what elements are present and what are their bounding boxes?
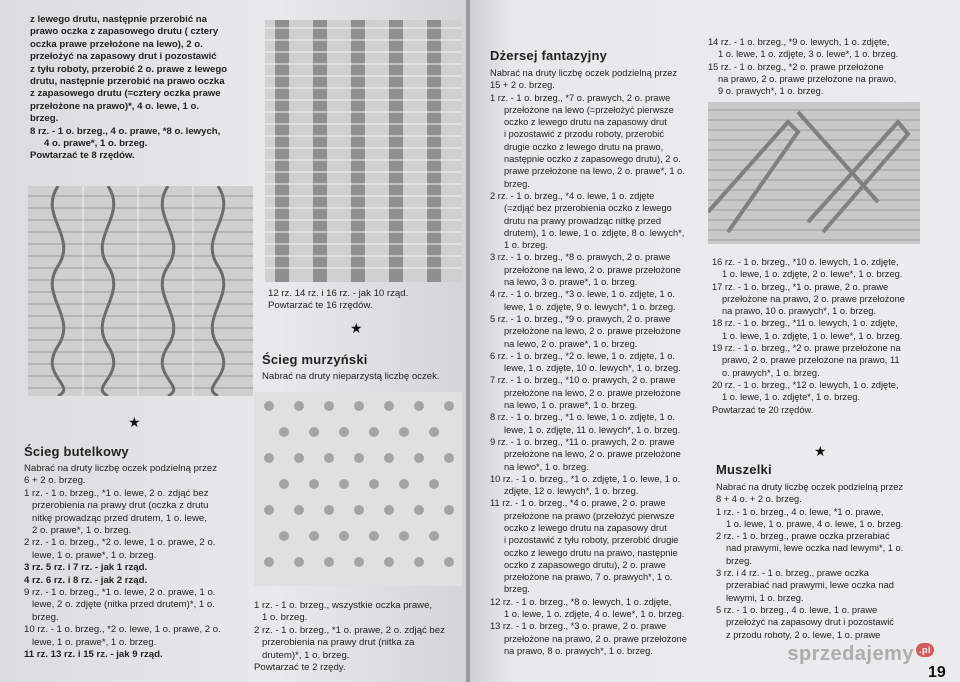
text-line: 18 rz. - 1 o. brzeg., *11 o. lewych, 1 o. zdjęte, bbox=[712, 318, 898, 329]
text-line: przełożone na lewo (=przełożyć pierwsze bbox=[504, 104, 674, 115]
text-line: Nabrać na druty liczbę oczek podzielną przez bbox=[24, 463, 218, 474]
text-line: drutem)*, 1 o. brzeg. bbox=[262, 649, 350, 661]
knit-photo-cables bbox=[28, 186, 253, 396]
text-line: 1 o. lewe, 1 o. prawe, 4 o. lewe, 1 o. brzeg. bbox=[726, 518, 904, 529]
text-line: na lewo*, 1 o. brzeg. bbox=[504, 461, 589, 472]
text-line: na prawo, 8 o. prawych*, 1 o. brzeg. bbox=[504, 645, 653, 656]
text-line: oczka prawe przełożone na lewo), 2 o. bbox=[30, 38, 203, 50]
text-line: oczko z zapasowego drutu), 2 o. prawe bbox=[504, 559, 666, 570]
text-line: 1 rz. - 1 o. brzeg., wszystkie oczka prawe, bbox=[254, 600, 433, 611]
text-line: lewe, 1 o. prawe*, 1 o. brzeg. bbox=[32, 636, 157, 648]
left-top-text bbox=[30, 14, 252, 163]
section-muszelki bbox=[716, 462, 932, 641]
text-line: oczko z lewego drutu na zapasowy drut bbox=[504, 522, 667, 533]
text-line: Powtarzać te 16 rzędów. bbox=[268, 300, 373, 312]
text-line: 13 rz. - 1 o. brzeg., *3 o. prawe, 2 o. prawe bbox=[490, 621, 667, 632]
section-heading: Muszelki bbox=[716, 462, 772, 477]
text-line: na prawo, 2 o. prawe przełożone na prawo, bbox=[718, 73, 897, 84]
left-page bbox=[0, 0, 468, 682]
text-line: lewymi, 1 o. brzeg. bbox=[726, 592, 804, 603]
text-line: 14 rz. - 1 o. brzeg., *9 o. lewych, 1 o. zdjęte, bbox=[708, 37, 890, 47]
text-line: przełożone na prawo, 2 o. prawe przełożone bbox=[504, 633, 687, 644]
text-line: lewe, 1 o. zdjęte, 9 o. lewych*, 1 o. brzeg. bbox=[504, 301, 676, 312]
section-butelkowy bbox=[24, 444, 246, 662]
text-line: z zapasowego drutu (=cztery oczka prawe bbox=[30, 88, 221, 100]
text-line: 15 + 2 o. brzeg. bbox=[490, 80, 555, 91]
text-line: 2 o. prawe*, 1 o. brzeg. bbox=[32, 525, 132, 537]
text-line: 9 rz. - 1 o. brzeg., *1 o. lewe, 2 o. prawe, 1 o. bbox=[24, 587, 216, 599]
text-line: Powtarzać te 20 rzędów. bbox=[712, 404, 814, 415]
text-line: na prawo, 10 o. prawych*, 1 o. brzeg. bbox=[722, 306, 877, 317]
text-line: drutu na prawy prowadząc nitkę przed bbox=[504, 215, 662, 226]
text-line: brzeg. bbox=[32, 611, 59, 623]
text-line: 2 rz. - 1 o. brzeg., *4 o. lewe, 1 o. zdjęte bbox=[490, 190, 655, 201]
text-line: 5 rz. - 1 o. brzeg., *9 o. prawych, 2 o. prawe bbox=[490, 313, 671, 324]
section-murzynski bbox=[262, 352, 462, 383]
text-line: 5 rz. - 1 o. brzeg., 4 o. lewe, 1 o. prawe bbox=[716, 604, 878, 615]
text-line: Nabrać na druty liczbę oczek podzielną przez bbox=[490, 68, 678, 78]
dzersej-rows-16-20 bbox=[712, 256, 926, 416]
text-line: 20 rz. - 1 o. brzeg., *12 o. lewych, 1 o. zdjęte, bbox=[712, 379, 899, 390]
text-line: 4 o. prawe*, 1 o. brzeg. bbox=[44, 138, 148, 150]
knit-photo-dzersej bbox=[708, 102, 920, 244]
text-line: 7 rz. - 1 o. brzeg., *10 o. prawych, 2 o. prawe bbox=[490, 375, 676, 386]
text-line: przełożone na lewo, 2 o. prawe przełożone bbox=[504, 387, 681, 398]
text-line: przerabiać nad prawymi, lewe oczka nad bbox=[726, 580, 894, 591]
right-page bbox=[470, 0, 960, 682]
text-line: prawo oczka z zapasowego drutu ( cztery bbox=[30, 26, 219, 38]
text-line: 8 + 4 o. + 2 o. brzeg. bbox=[716, 494, 802, 505]
text-line: 17 rz. - 1 o. brzeg., *1 o. prawe, 2 o. prawe bbox=[712, 281, 889, 292]
text-line: przerobienia na prawy drut (nitka za bbox=[262, 637, 415, 649]
text-line: 4 rz. 6 rz. i 8 rz. - jak 2 rząd. bbox=[24, 574, 148, 586]
murzynski-rows bbox=[254, 600, 464, 674]
text-line: 1 o. lewe, 1 o. zdjęte, 4 o. lewe*, 1 o. brzeg. bbox=[504, 609, 685, 620]
text-line: 3 rz. i 4 rz. - 1 o. brzeg., prawe oczka bbox=[716, 568, 869, 579]
text-line: na lewo, 1 o. prawe*, 1 o. brzeg. bbox=[504, 400, 638, 411]
ribs-caption bbox=[268, 288, 464, 313]
text-line: przełożone na prawo (przełożyć pierwsze bbox=[504, 510, 675, 521]
text-line: 6 + 2 o. brzeg. bbox=[24, 475, 86, 487]
text-line: 10 rz. - 1 o. brzeg., *2 o. lewe, 1 o. prawe, 2 o. bbox=[24, 624, 221, 636]
text-line: brzeg. bbox=[504, 178, 530, 189]
text-line: 10 rz. - 1 o. brzeg., *1 o. zdjęte, 1 o. lewe, 1 o. bbox=[490, 473, 681, 484]
text-line: 2 rz. - 1 o. brzeg., *1 o. prawe, 2 o. zdjąć bez bbox=[254, 624, 445, 636]
page-number: 19 bbox=[928, 664, 946, 681]
text-line: 1 o. lewe, 1 o. zdjęte, 3 o. lewe*, 1 o. brzeg. bbox=[718, 49, 899, 60]
text-line: brzeg. bbox=[726, 555, 752, 566]
text-line: (=zdjąć bez przerobienia oczko z lewego bbox=[504, 203, 672, 214]
text-line: i pozostawić z tyłu roboty, przerobić drugie bbox=[504, 535, 679, 546]
text-line: zdjęte, 12 o. lewych*, 1 o. brzeg. bbox=[504, 486, 639, 497]
dzersej-rows-14-15 bbox=[708, 36, 928, 97]
text-line: brzeg. bbox=[30, 113, 59, 125]
text-line: przełożone na prawo, 2 o. prawe przełożone bbox=[722, 293, 905, 304]
text-line: oczko z lewego drutu na prawo, następnie bbox=[504, 547, 678, 558]
text-line: 11 rz. - 1 o. brzeg., *4 o. prawe, 2 o. prawe bbox=[490, 498, 666, 509]
text-line: lewe, 2 o. zdjęte (nitka przed drutem)*, 1 o. bbox=[32, 599, 215, 611]
star-divider: ★ bbox=[814, 443, 827, 459]
text-line: przełożyć na zapasowy drut i pozostawić bbox=[726, 617, 894, 628]
text-line: lewe, 1 o. prawe*, 1 o. brzeg. bbox=[32, 549, 157, 561]
text-line: przełożone na lewo, 2 o. prawe przełożone bbox=[504, 264, 681, 275]
star-divider: ★ bbox=[350, 320, 363, 336]
text-line: o. prawych*, 1 o. brzeg. bbox=[722, 367, 820, 378]
text-line: 1 rz. - 1 o. brzeg., *7 o. prawych, 2 o. prawe bbox=[490, 92, 671, 103]
text-line: 11 rz. 13 rz. i 15 rz. - jak 9 rząd. bbox=[24, 649, 163, 661]
text-line: drugie oczko z lewego drutu na prawo, bbox=[504, 141, 664, 152]
text-line: przełożyć na zapasowy drut i pozostawić bbox=[30, 51, 217, 63]
text-line: z przodu roboty, 2 o. lewe, 1 o. prawe bbox=[726, 629, 881, 640]
section-heading: Ścieg murzyński bbox=[262, 352, 368, 367]
text-line: prawo, 2 o. prawe przełożone na prawo, 11 bbox=[722, 355, 900, 366]
knit-photo-ribs bbox=[265, 20, 462, 282]
text-line: lewe, 1 o. zdjęte, 11 o. lewych*, 1 o. brzeg. bbox=[504, 424, 681, 435]
text-line: z lewego drutu, następnie przerobić na bbox=[30, 14, 207, 25]
text-line: Powtarzać te 8 rzędów. bbox=[30, 150, 135, 162]
text-line: następnie oczko z zapasowego drutu), 2 o. bbox=[504, 154, 681, 165]
text-line: z tyłu roboty, przerobić 2 o. prawe z lewego bbox=[30, 63, 228, 75]
text-line: przełożone na lewo, 2 o. prawe przełożone bbox=[504, 449, 681, 460]
text-line: i pozostawić z przodu roboty, przerobić bbox=[504, 129, 665, 140]
section-heading: Dżersej fantazyjny bbox=[490, 48, 608, 63]
text-line: brzeg. bbox=[504, 584, 530, 595]
text-line: Nabrać na druty liczbę oczek podzielną przez bbox=[716, 482, 904, 492]
text-line: 1 o. lewe, 1 o. zdjęte*, 1 o. brzeg. bbox=[722, 392, 860, 403]
text-line: prawe przełożone na lewo, 2 o. prawe*, 1 o. bbox=[504, 166, 685, 177]
text-line: 2 rz. - 1 o. brzeg., *2 o. lewe, 1 o. prawe, 2 o. bbox=[24, 537, 216, 549]
text-line: drutem), 1 o. lewe, 1 o. zdjęte, 8 o. lewych*, bbox=[504, 227, 685, 238]
text-line: przerobienia na prawy drut (oczka z drutu bbox=[32, 500, 209, 512]
text-line: 12 rz. 14 rz. i 16 rz. - jak 10 rząd. bbox=[268, 288, 409, 299]
text-line: 16 rz. - 1 o. brzeg., *10 o. lewych, 1 o. zdjęte, bbox=[712, 257, 899, 267]
text-line: 4 rz. - 1 o. brzeg., *3 o. lewe, 1 o. zdjęte, 1 o. bbox=[490, 289, 676, 300]
text-line: 6 rz. - 1 o. brzeg., *2 o. lewe, 1 o. zdjęte, 1 o. bbox=[490, 350, 676, 361]
knit-photo-murzynski bbox=[254, 392, 462, 586]
text-line: 1 rz. - 1 o. brzeg., 4 o. lewe, *1 o. prawe, bbox=[716, 506, 884, 517]
text-line: 3 rz. - 1 o. brzeg., *8 o. prawych, 2 o. prawe bbox=[490, 252, 671, 263]
text-line: Nabrać na druty nieparzystą liczbę oczek. bbox=[262, 371, 440, 382]
text-line: 9 o. prawych*, 1 o. brzeg. bbox=[718, 86, 824, 97]
text-line: 8 rz. - 1 o. brzeg., 4 o. prawe, *8 o. lewych, bbox=[30, 125, 221, 137]
text-line: 8 rz. - 1 o. brzeg., *1 o. lewe, 1 o. zdjęte, 1 o. bbox=[490, 412, 676, 423]
text-line: oczko z lewego drutu na zapasowy drut bbox=[504, 117, 667, 128]
watermark-badge: .pl bbox=[916, 643, 934, 657]
text-line: 1 o. lewe, 1 o. zdjęte, 2 o. lewe*, 1 o. brzeg. bbox=[722, 269, 903, 280]
text-line: nitkę prowadząc przed drutem, 1 o. lewe, bbox=[32, 512, 207, 524]
watermark-text: sprzedajemy bbox=[787, 643, 914, 665]
section-heading: Ścieg butelkowy bbox=[24, 444, 129, 459]
text-line: 15 rz. - 1 o. brzeg., *2 o. prawe przełożone bbox=[708, 61, 884, 72]
text-line: 1 o. brzeg. bbox=[262, 612, 308, 624]
text-line: nad prawymi, lewe oczka nad lewymi*, 1 o. bbox=[726, 543, 904, 554]
text-line: 2 rz. - 1 o. brzeg., prawe oczka przerabiać bbox=[716, 531, 890, 542]
star-divider: ★ bbox=[128, 414, 141, 430]
text-line: Powtarzać te 2 rzędy. bbox=[254, 662, 346, 674]
text-line: 1 rz. - 1 o. brzeg., *1 o. lewe, 2 o. zdjąć bez bbox=[24, 487, 209, 499]
text-line: na lewo, 3 o. prawe*, 1 o. brzeg. bbox=[504, 277, 638, 288]
text-line: 1 o. lewe, 1 o. zdjęte, 1 o. lewe*, 1 o. brzeg. bbox=[722, 330, 903, 341]
text-line: 3 rz. 5 rz. i 7 rz. - jak 1 rząd. bbox=[24, 562, 148, 574]
text-line: 1 o. brzeg. bbox=[504, 240, 548, 251]
section-dzersej bbox=[490, 48, 708, 657]
text-line: na lewo, 2 o. prawe*, 1 o. brzeg. bbox=[504, 338, 638, 349]
text-line: przełożone na prawo)*, 4 o. lewe, 1 o. bbox=[30, 100, 199, 112]
text-line: 12 rz. - 1 o. brzeg., *8 o. lewych, 1 o. zdjęte, bbox=[490, 596, 672, 607]
text-line: 9 rz. - 1 o. brzeg., *11 o. prawych, 2 o. prawe bbox=[490, 436, 675, 447]
watermark bbox=[787, 643, 934, 666]
text-line: przełożone na lewo, 2 o. prawe przełożone bbox=[504, 326, 681, 337]
text-line: przełożone na prawo, 7 o. prawych*, 1 o. bbox=[504, 572, 673, 583]
text-line: lewe, 1 o. zdjęte, 10 o. lewych*, 1 o. brzeg. bbox=[504, 363, 681, 374]
text-line: drutu, następnie przerobić na prawo oczka bbox=[30, 76, 225, 88]
text-line: 19 rz. - 1 o. brzeg., *2 o. prawe przełożone na bbox=[712, 343, 901, 354]
